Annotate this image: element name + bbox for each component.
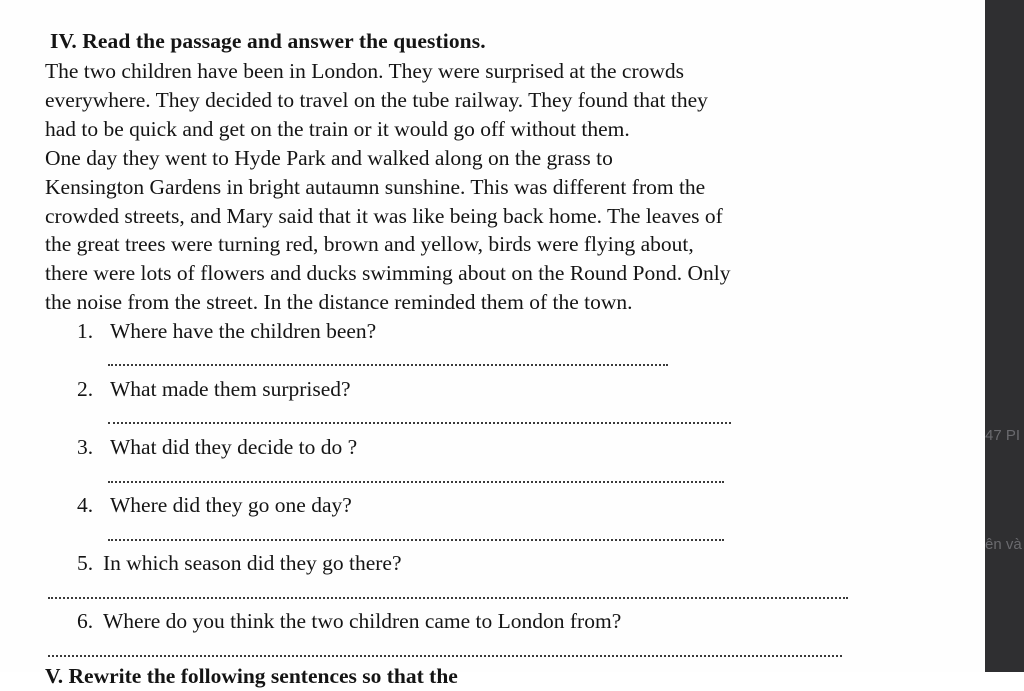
answer-line	[108, 364, 668, 366]
passage-line: crowded streets, and Mary said that it was like being back home. The leaves of	[45, 204, 723, 228]
next-section-heading-cutoff: V. Rewrite the following sentences so that the	[45, 664, 458, 688]
question-text: What did they decide to do ?	[110, 435, 358, 459]
question-number: 4.	[77, 493, 94, 517]
question-item	[77, 433, 357, 462]
question-text: Where do you think the two children came to London from?	[103, 609, 622, 633]
passage-line: the noise from the street. In the distance reminded them of the town.	[45, 290, 633, 314]
question-number: 1.	[77, 319, 94, 343]
question-item	[77, 317, 376, 346]
passage-line: The two children have been in London. They were surprised at the crowds	[45, 59, 685, 83]
question-text: Where have the children been?	[110, 319, 377, 343]
passage-line: One day they went to Hyde Park and walked along on the grass to	[45, 146, 613, 170]
question-number: 3.	[77, 435, 94, 459]
section-heading: IV. Read the passage and answer the questions.	[50, 29, 486, 53]
question-number: 2.	[77, 377, 94, 401]
passage-line: had to be quick and get on the train or it would go off without them.	[45, 117, 630, 141]
side-text-2: ên và	[985, 536, 1022, 553]
question-item	[77, 375, 351, 404]
question-text: Where did they go one day?	[110, 493, 352, 517]
answer-line	[48, 655, 842, 657]
question-item	[77, 607, 621, 636]
passage-line: the great trees were turning red, brown and yellow, birds were flying about,	[45, 232, 694, 256]
question-item	[77, 549, 402, 578]
answer-line	[108, 539, 724, 541]
question-text: In which season did they go there?	[103, 551, 402, 575]
side-text-1: 47 PI	[985, 427, 1021, 444]
question-item	[77, 491, 352, 520]
question-number: 5.	[77, 551, 94, 575]
passage-line: Kensington Gardens in bright autaumn sunshine. This was different from the	[45, 175, 706, 199]
answer-line	[108, 481, 724, 483]
passage-line: everywhere. They decided to travel on the tube railway. They found that they	[45, 88, 708, 112]
answer-line	[48, 597, 848, 599]
answer-line	[108, 422, 731, 424]
question-number: 6.	[77, 609, 94, 633]
side-panel	[985, 0, 1024, 672]
question-text: What made them surprised?	[110, 377, 351, 401]
passage-line: there were lots of flowers and ducks swimming about on the Round Pond. Only	[45, 261, 731, 285]
